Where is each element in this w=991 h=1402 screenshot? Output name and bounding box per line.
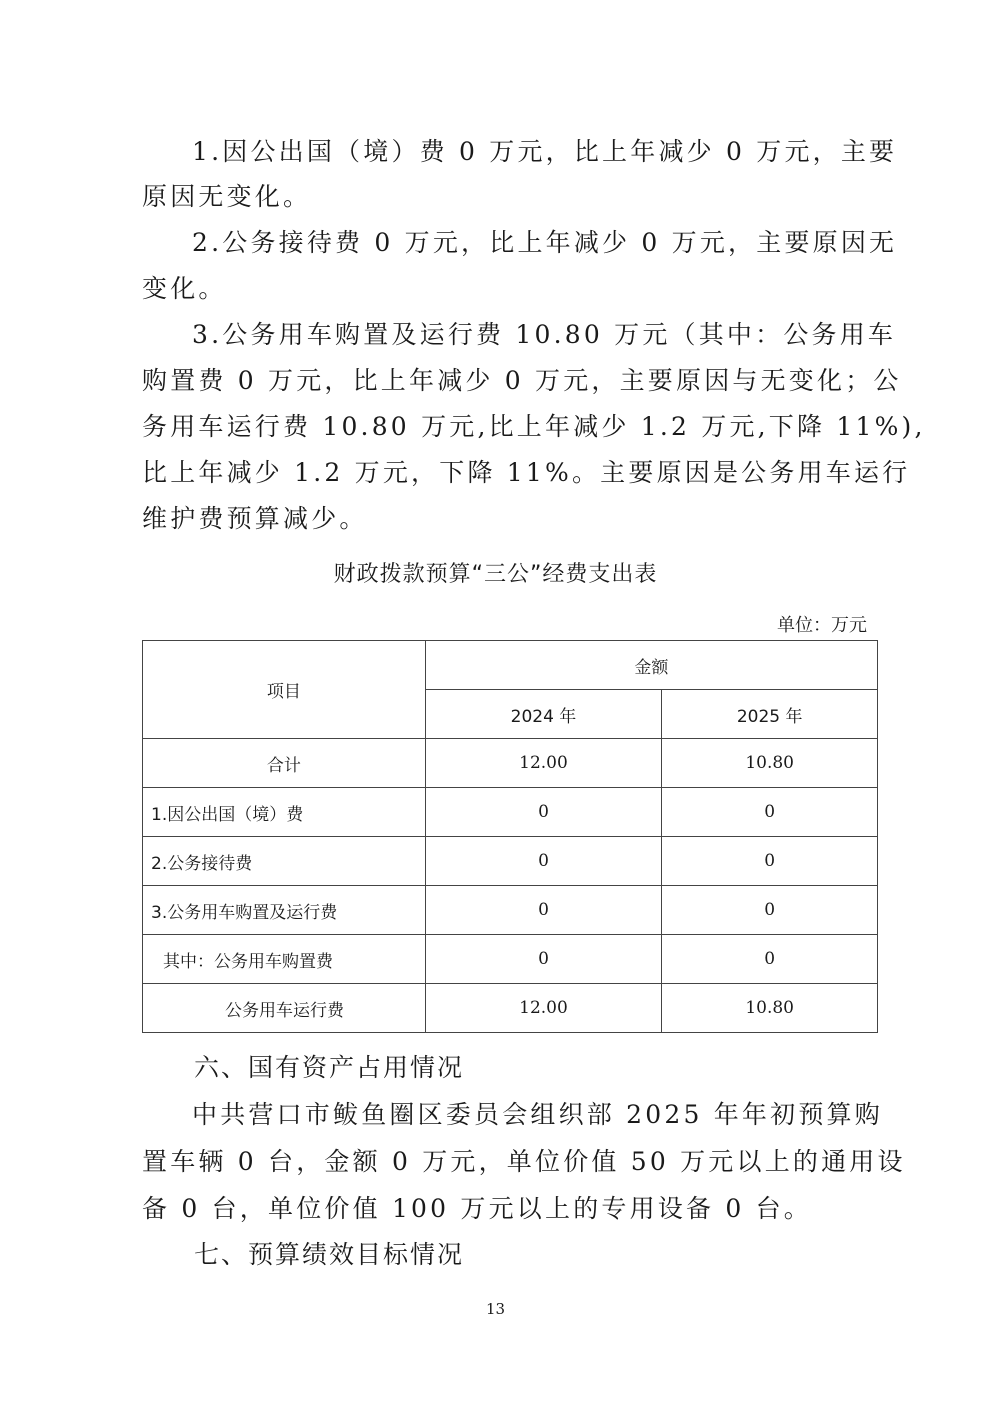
header-year-2024: 2024 年 — [425, 690, 662, 739]
table-row — [143, 984, 878, 1033]
header-year-2025: 2025 年 — [662, 690, 878, 739]
table-row — [143, 886, 878, 935]
table-row — [143, 739, 878, 788]
table-row — [143, 935, 878, 984]
row-item: 3.公务用车购置及运行费 — [143, 886, 426, 935]
row-value-2024: 0 — [425, 837, 662, 886]
row-value-2024: 12.00 — [425, 984, 662, 1033]
row-value-2025: 0 — [662, 788, 878, 837]
paragraph-2-line-1: 2.公务接待费 0 万元，比上年减少 0 万元，主要原因无 — [192, 228, 898, 257]
table-title: 财政拨款预算“三公”经费支出表 — [333, 562, 658, 587]
page-number: 13 — [485, 1300, 506, 1318]
row-item: 1.因公出国（境）费 — [143, 788, 426, 837]
paragraph-3-line-5: 维护费预算减少。 — [142, 504, 368, 533]
row-value-2025: 10.80 — [662, 739, 878, 788]
paragraph-1-line-2: 原因无变化。 — [142, 182, 312, 211]
row-item: 合计 — [143, 739, 426, 788]
table-row — [143, 837, 878, 886]
row-value-2025: 0 — [662, 837, 878, 886]
expense-table — [142, 640, 878, 1033]
paragraph-3-line-3: 务用车运行费 10.80 万元,比上年减少 1.2 万元,下降 11%), — [142, 412, 926, 441]
section-6-line-2: 置车辆 0 台，金额 0 万元，单位价值 50 万元以上的通用设 — [142, 1147, 906, 1176]
row-value-2025: 0 — [662, 935, 878, 984]
table-unit: 单位：万元 — [777, 615, 867, 636]
header-item: 项目 — [143, 641, 426, 739]
paragraph-2-line-2: 变化。 — [142, 274, 227, 303]
row-value-2024: 0 — [425, 886, 662, 935]
paragraph-3-line-2: 购置费 0 万元，比上年减少 0 万元，主要原因与无变化；公 — [142, 366, 902, 395]
row-value-2024: 0 — [425, 935, 662, 984]
table-header-row — [143, 641, 878, 690]
row-value-2024: 0 — [425, 788, 662, 837]
paragraph-3-line-4: 比上年减少 1.2 万元，下降 11%。主要原因是公务用车运行 — [142, 458, 911, 487]
row-value-2025: 10.80 — [662, 984, 878, 1033]
row-item: 2.公务接待费 — [143, 837, 426, 886]
paragraph-3-line-1: 3.公务用车购置及运行费 10.80 万元（其中：公务用车 — [192, 320, 897, 349]
section-6-line-1: 中共营口市鲅鱼圈区委员会组织部 2025 年年初预算购 — [192, 1100, 883, 1129]
section-6-heading: 六、国有资产占用情况 — [194, 1053, 465, 1082]
row-item: 其中：公务用车购置费 — [143, 935, 426, 984]
paragraph-1-line-1: 1.因公出国（境）费 0 万元，比上年减少 0 万元，主要 — [192, 137, 898, 166]
row-value-2025: 0 — [662, 886, 878, 935]
header-amount: 金额 — [425, 641, 877, 690]
section-6-line-3: 备 0 台，单位价值 100 万元以上的专用设备 0 台。 — [142, 1194, 813, 1223]
section-7-heading: 七、预算绩效目标情况 — [194, 1240, 465, 1269]
table-row — [143, 788, 878, 837]
row-item: 公务用车运行费 — [143, 984, 426, 1033]
row-value-2024: 12.00 — [425, 739, 662, 788]
